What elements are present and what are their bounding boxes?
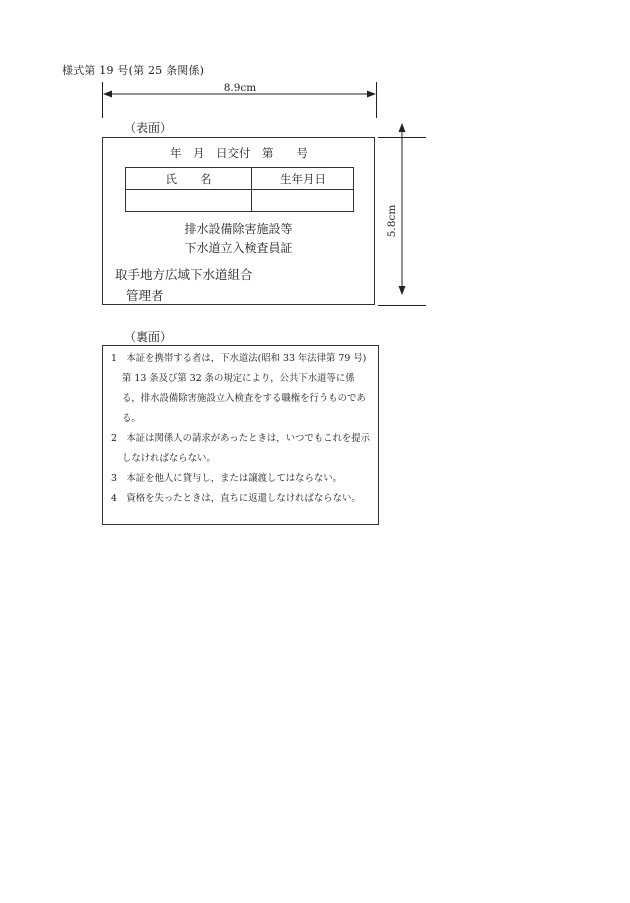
width-dimension [102, 82, 377, 118]
back-side-label: （裏面） [124, 330, 173, 344]
issuer-name: 取手地方広域下水道組合 [115, 267, 253, 282]
card-title-line2: 下水道立入検査員証 [184, 241, 293, 255]
issue-date-line: 年 月 日交付 第 号 [170, 146, 308, 160]
birthdate-header: 生年月日 [280, 172, 326, 186]
manager-label: 管理者 [126, 288, 164, 303]
back-item-2: 2 本証は関係人の請求があったときは，いつでもこれを提示しなければならない。 [111, 433, 370, 464]
back-item-3: 3 本証を他人に貸与し，または譲渡してはならない。 [111, 473, 342, 484]
name-header: 氏 名 [165, 172, 212, 186]
width-dimension-label: 8.9cm [223, 82, 257, 94]
height-dimension [378, 120, 430, 310]
table-row-divider [126, 189, 353, 190]
card-title-line1: 排水設備除害施設等 [184, 222, 293, 236]
form-number-label: 様式第 19 号(第 25 条関係) [62, 64, 205, 77]
back-item-1: 1 本証を携帯する者は，下水道法(昭和 33 年法律第 79 号)第 13 条及び第 32 条の規定により，公共下水道等に係る，排水設備除害施設立入検査をする職権を行うものである。 [111, 353, 367, 424]
back-item-4: 4 資格を失ったときは，直ちに返還しなければならない。 [111, 493, 361, 504]
name-birthdate-table [125, 167, 354, 212]
front-side-label: （表面） [124, 121, 173, 135]
height-dimension-label: 5.8cm [386, 204, 398, 238]
card-back [102, 345, 379, 525]
